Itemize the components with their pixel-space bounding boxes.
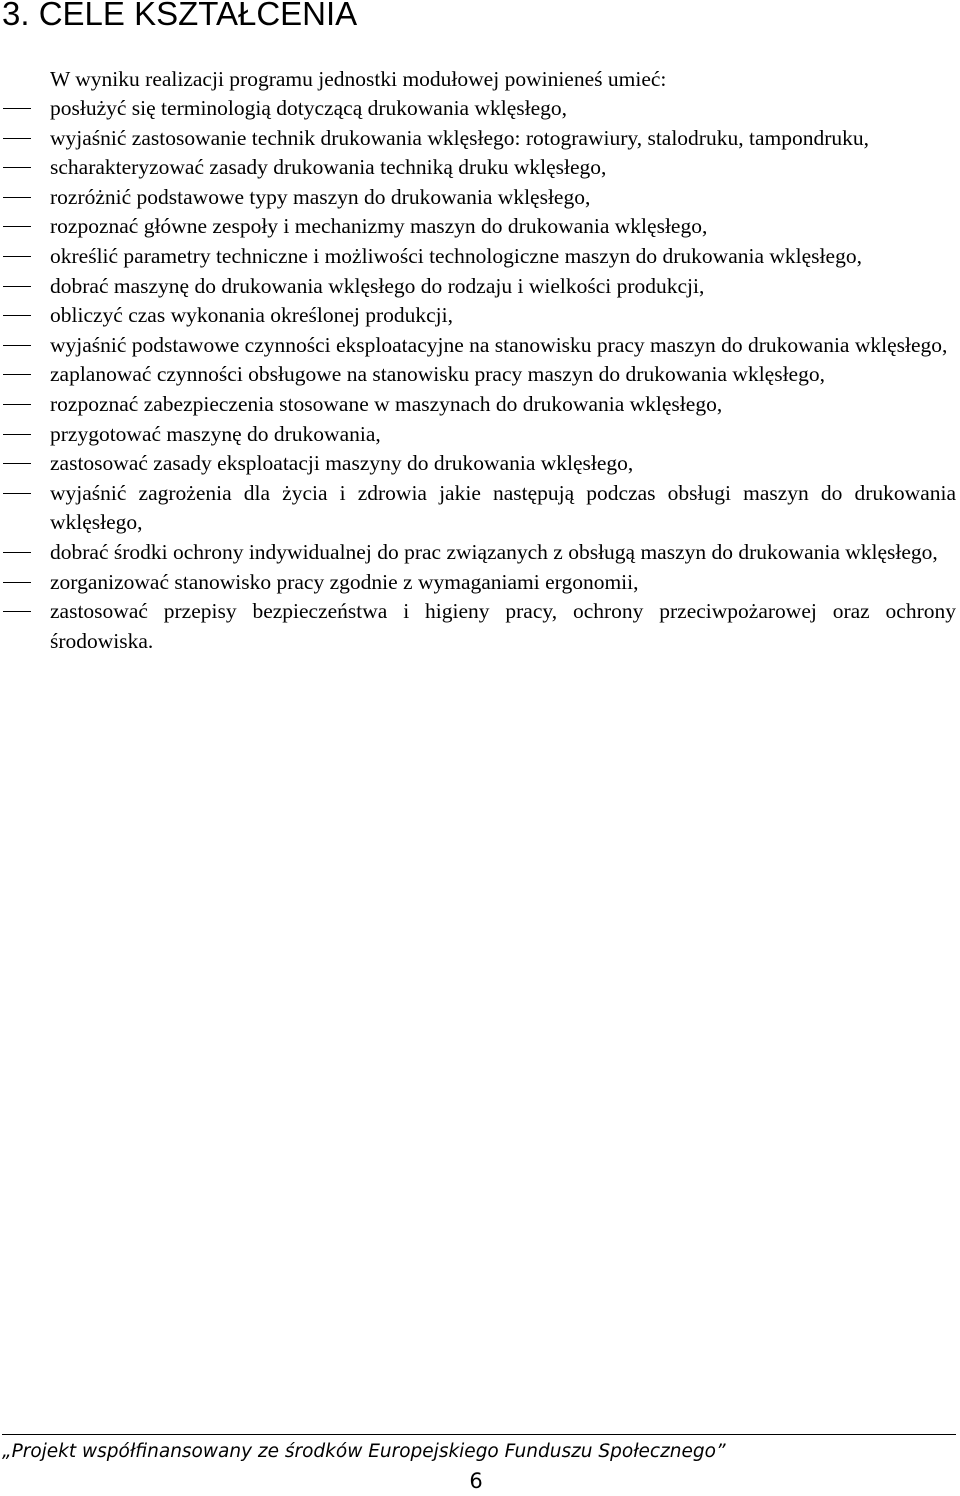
page-number: 6 [469, 1469, 483, 1493]
list-item [0, 183, 956, 213]
dash-bullet-icon [3, 138, 31, 139]
section-heading: 3. CELE KSZTAŁCENIA [2, 0, 358, 32]
list-item-text: zastosować zasady eksploatacji maszyny do drukowania wklęsłego, [50, 451, 634, 476]
list-item-text: obliczyć czas wykonania określonej produkcji, [50, 303, 453, 328]
list-item-text: scharakteryzować zasady drukowania techniką druku wklęsłego, [50, 155, 607, 180]
dash-bullet-icon [3, 167, 31, 168]
intro-text: W wyniku realizacji programu jednostki modułowej powinieneś umieć: [50, 67, 667, 91]
list-item [0, 94, 956, 124]
list-item-text: zorganizować stanowisko pracy zgodnie z wymaganiami ergonomii, [50, 569, 639, 594]
dash-bullet-icon [3, 404, 31, 405]
objectives-list [0, 94, 956, 656]
list-item-text: wyjaśnić zastosowanie technik drukowania wklęsłego: rotograwiury, stalodruku, tampondruku, [50, 125, 869, 150]
footer-divider [2, 1434, 956, 1435]
list-item [0, 212, 956, 242]
list-item-text: dobrać środki ochrony indywidualnej do prac związanych z obsługą maszyn do drukowania wklęsłego, [50, 539, 938, 564]
dash-bullet-icon [3, 582, 31, 583]
list-item-text: wyjaśnić podstawowe czynności eksploatacyjne na stanowisku pracy maszyn do drukowania wklęsłego, [50, 332, 948, 357]
list-item-text: zaplanować czynności obsługowe na stanowisku pracy maszyn do drukowania wklęsłego, [50, 362, 825, 387]
dash-bullet-icon [3, 197, 31, 198]
list-item [0, 153, 956, 183]
list-item [0, 272, 956, 302]
list-item-text: zastosować przepisy bezpieczeństwa i higieny pracy, ochrony przeciwpożarowej oraz ochrony środowiska. [50, 599, 956, 653]
dash-bullet-icon [3, 493, 31, 494]
list-item-text: określić parametry techniczne i możliwości technologiczne maszyn do drukowania wklęsłego, [50, 243, 862, 268]
dash-bullet-icon [3, 463, 31, 464]
footer-text: „Projekt współfinansowany ze środków Europejskiego Funduszu Społecznego” [2, 1441, 726, 1462]
list-item [0, 449, 956, 479]
dash-bullet-icon [3, 611, 31, 612]
list-item-text: rozróżnić podstawowe typy maszyn do drukowania wklęsłego, [50, 184, 591, 209]
dash-bullet-icon [3, 286, 31, 287]
dash-bullet-icon [3, 226, 31, 227]
list-item-text: posłużyć się terminologią dotyczącą drukowania wklęsłego, [50, 96, 568, 120]
list-item [0, 568, 956, 598]
dash-bullet-icon [3, 345, 31, 346]
list-item-text: rozpoznać zabezpieczenia stosowane w maszynach do drukowania wklęsłego, [50, 391, 723, 416]
list-item [0, 597, 956, 656]
list-item-text: rozpoznać główne zespoły i mechanizmy maszyn do drukowania wklęsłego, [50, 214, 708, 239]
list-item [0, 479, 956, 538]
dash-bullet-icon [3, 374, 31, 375]
list-item [0, 420, 956, 450]
list-item [0, 301, 956, 331]
list-item [0, 390, 956, 420]
list-item [0, 331, 956, 361]
dash-bullet-icon [3, 315, 31, 316]
list-item-text: dobrać maszynę do drukowania wklęsłego do rodzaju i wielkości produkcji, [50, 273, 705, 298]
list-item-text: wyjaśnić zagrożenia dla życia i zdrowia jakie następują podczas obsługi maszyn do drukowania wklęsłego, [50, 480, 956, 535]
list-item [0, 124, 956, 154]
dash-bullet-icon [3, 108, 31, 109]
list-item [0, 242, 956, 272]
list-item [0, 538, 956, 568]
list-item [0, 360, 956, 390]
list-item-text: przygotować maszynę do drukowania, [50, 421, 381, 446]
dash-bullet-icon [3, 256, 31, 257]
dash-bullet-icon [3, 434, 31, 435]
dash-bullet-icon [3, 552, 31, 553]
